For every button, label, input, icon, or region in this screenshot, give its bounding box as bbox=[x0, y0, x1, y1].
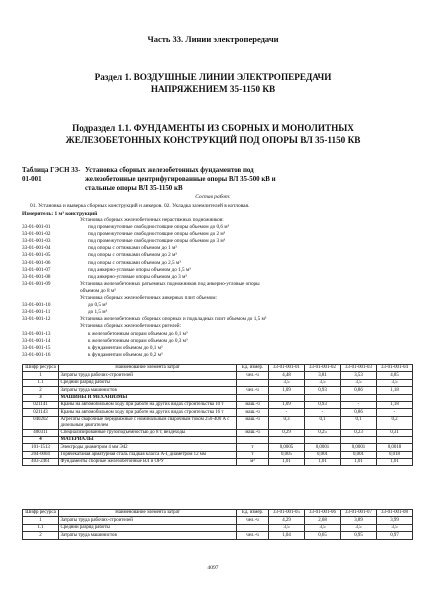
cell-value: - bbox=[305, 409, 341, 416]
code-description: Установка сборных железобетонных нерастяжных подножников: bbox=[80, 217, 224, 223]
cell-value: 0,2 bbox=[377, 416, 413, 429]
header-norm-code: 33-01-001-08 bbox=[377, 510, 413, 517]
cell-value: - bbox=[269, 409, 305, 416]
cell-value: 0,93 bbox=[305, 401, 341, 408]
cell-value: 0,1 bbox=[341, 416, 377, 429]
header-unit: Ед. измер. bbox=[237, 510, 269, 517]
table-row bbox=[23, 379, 413, 386]
cell-name: Горячекатаная арматурная сталь гладкая класса А-I, диаметром 12 мм bbox=[59, 451, 237, 458]
cell-unit: чел.-ч bbox=[237, 532, 269, 539]
header-norm-code: 33-01-001-07 bbox=[341, 510, 377, 517]
code-description: к железобетонным опорам объемом до 0,1 м³ bbox=[88, 330, 188, 337]
cell-value: 0,1 bbox=[305, 416, 341, 429]
subsection-heading bbox=[0, 122, 426, 146]
cell-value: 1,18 bbox=[377, 387, 413, 394]
code-list-item bbox=[22, 352, 412, 359]
table-row bbox=[23, 532, 413, 539]
cell-value: 3,5 bbox=[305, 379, 341, 386]
cell-value: 4,29 bbox=[269, 517, 305, 524]
section-heading bbox=[0, 71, 426, 95]
code-description: под анкерно-угловые опоры объемом до 1,5 м³ bbox=[88, 266, 191, 273]
cell-name: Специализированные грузоподъемностью до 8 т, вездеходы bbox=[59, 429, 237, 436]
header-shifr: Шифр ресурса bbox=[23, 365, 59, 372]
table-title-line-2: железобетонные центрифугированные опоры ВЛ 35-500 кВ и bbox=[85, 175, 276, 183]
code-description: под промежуточные свободностоящие опоры объемом до 2 м³ bbox=[88, 231, 226, 238]
code-number: 33-01-001-03 bbox=[22, 238, 51, 245]
cell-value: 0,001 bbox=[305, 451, 341, 458]
table-row bbox=[23, 517, 413, 524]
resource-table-2 bbox=[22, 509, 413, 540]
resource-table-1 bbox=[22, 364, 413, 466]
cell-shifr: 1.1 bbox=[23, 379, 59, 386]
table-row bbox=[23, 394, 413, 401]
cell-value: 1,09 bbox=[269, 401, 305, 408]
cell-value: 3,5 bbox=[377, 524, 413, 531]
cell-value: 0,0001 bbox=[305, 444, 341, 451]
code-description: к фундаментам объемом до 0,1 м³ bbox=[88, 344, 163, 351]
table-row bbox=[23, 387, 413, 394]
cell-value: 0,3 bbox=[269, 416, 305, 429]
cell-value: 0,31 bbox=[377, 429, 413, 436]
cell-name: Средний разряд работы bbox=[59, 379, 237, 386]
table-row bbox=[23, 409, 413, 416]
table-row bbox=[23, 524, 413, 531]
table-row bbox=[23, 459, 413, 466]
table-title-text bbox=[85, 167, 412, 193]
code-list bbox=[22, 217, 412, 359]
code-number: 33-01-001-14 bbox=[22, 337, 51, 344]
cell-value: 1,04 bbox=[269, 532, 305, 539]
cell-value bbox=[377, 436, 413, 443]
code-list-item bbox=[22, 245, 412, 252]
code-description: до 0,5 м³ bbox=[88, 302, 108, 309]
cell-value: 3,5 bbox=[377, 379, 413, 386]
cell-unit: чел.-ч bbox=[237, 517, 269, 524]
code-description: объемом до 8 м³ bbox=[80, 287, 116, 294]
cell-shifr: 204-0004 bbox=[23, 451, 59, 458]
part-heading: Часть 33. Линии электропередачи bbox=[147, 34, 279, 44]
table-row bbox=[23, 436, 413, 443]
code-description: под анкерно-угловые опоры объемом до 3 м³ bbox=[88, 273, 187, 280]
cell-shifr: 400311 bbox=[23, 429, 59, 436]
cell-value: 1,09 bbox=[269, 387, 305, 394]
cell-value: 1,18 bbox=[377, 401, 413, 408]
cell-value: 0,86 bbox=[341, 387, 377, 394]
header-norm-code: 33-01-001-02 bbox=[305, 365, 341, 372]
code-number: 33-01-001-10 bbox=[22, 302, 51, 309]
cell-value: 3,99 bbox=[377, 517, 413, 524]
cell-shifr: 1.1 bbox=[23, 524, 59, 531]
code-list-item bbox=[22, 252, 412, 259]
cell-value: 0,93 bbox=[305, 387, 341, 394]
code-description: Установка железобетонных сборных опорных и подкладных плит объемом до 1,5 м³ bbox=[80, 316, 267, 323]
cell-unit: маш.-ч bbox=[237, 416, 269, 429]
table-row bbox=[23, 416, 413, 429]
code-list-item bbox=[22, 295, 412, 302]
cell-name: МАТЕРИАЛЫ bbox=[59, 436, 237, 443]
cell-value: 0,005 bbox=[269, 451, 305, 458]
code-number: 33-01-001-06 bbox=[22, 259, 51, 266]
cell-unit: т bbox=[237, 451, 269, 458]
cell-value: 3,5 bbox=[269, 379, 305, 386]
cell-value: 0,0018 bbox=[377, 444, 413, 451]
section-heading-line-1: Раздел 1. ВОЗДУШНЫЕ ЛИНИИ ЭЛЕКТРОПЕРЕДАЧИ bbox=[94, 72, 332, 82]
cell-unit: м³ bbox=[237, 459, 269, 466]
cell-shifr: 021143 bbox=[23, 409, 59, 416]
cell-unit: маш.-ч bbox=[237, 409, 269, 416]
code-number: 33-01-001-02 bbox=[22, 231, 51, 238]
cell-name: Электроды диаметром 4 мм Э42 bbox=[59, 444, 237, 451]
cell-value: 3,5 bbox=[341, 379, 377, 386]
side-watermark bbox=[4, 510, 14, 600]
cell-value: 0,97 bbox=[377, 532, 413, 539]
cell-name: Фундаменты сборные железобетонные ВЛ и ОРУ bbox=[59, 459, 237, 466]
code-number: 33-01-001-11 bbox=[22, 309, 51, 316]
code-list-item bbox=[22, 238, 412, 245]
code-description: под опоры с оттяжками объемом до 2 м³ bbox=[88, 252, 177, 259]
subsection-heading-line-1: Подраздел 1.1. ФУНДАМЕНТЫ ИЗ СБОРНЫХ И МОНОЛИТНЫХ bbox=[72, 123, 354, 133]
cell-name: Краны на автомобильном ходу при работе на других видах строительства 16 т bbox=[59, 409, 237, 416]
cell-value: - bbox=[377, 409, 413, 416]
cell-name: Затраты труда машинистов bbox=[59, 387, 237, 394]
code-description: к фундаментам объемом до 0,2 м³ bbox=[88, 351, 163, 358]
cell-value: 3,5 bbox=[305, 524, 341, 531]
cell-value: 3,81 bbox=[305, 372, 341, 379]
header-norm-code: 33-01-001-03 bbox=[341, 365, 377, 372]
table-row bbox=[23, 444, 413, 451]
code-list-item bbox=[22, 323, 412, 330]
cell-unit bbox=[237, 379, 269, 386]
code-description: под опоры с оттяжками объемом до 2,5 м³ bbox=[88, 259, 181, 266]
code-number: 33-01-001-12 bbox=[22, 316, 51, 323]
subsection-heading-line-2: ЖЕЛЕЗОБЕТОННЫХ КОНСТРУКЦИЙ ПОД ОПОРЫ ВЛ 35-1150 КВ bbox=[65, 135, 361, 145]
header-unit: Ед. измер. bbox=[237, 365, 269, 372]
cell-unit: маш.-ч bbox=[237, 429, 269, 436]
page-number: 4097 bbox=[207, 565, 219, 571]
cell-value: 0,0005 bbox=[269, 444, 305, 451]
cell-unit bbox=[237, 436, 269, 443]
code-number: 33-01-001-15 bbox=[22, 344, 51, 351]
cell-value: 1,01 bbox=[377, 459, 413, 466]
cell-value: 3,89 bbox=[341, 517, 377, 524]
code-number: 33-01-001-01 bbox=[22, 224, 51, 231]
work-composition-text: 01. Установка и выверка сборных конструкций и анкеров. 02. Укладка заземлителей в котловая. bbox=[30, 203, 250, 209]
code-list-item bbox=[22, 281, 412, 288]
code-list-item bbox=[22, 331, 412, 338]
cell-unit bbox=[237, 524, 269, 531]
cell-unit: чел.-ч bbox=[237, 387, 269, 394]
header-norm-code: 33-01-001-05 bbox=[269, 510, 305, 517]
table-header-row bbox=[23, 510, 413, 517]
header-name: Наименование элемента затрат bbox=[59, 510, 237, 517]
cell-name: Затраты труда машинистов bbox=[59, 532, 237, 539]
table-header-row bbox=[23, 365, 413, 372]
header-norm-code: 33-01-001-04 bbox=[377, 365, 413, 372]
cell-value: 1,01 bbox=[269, 459, 305, 466]
code-description: Установка сборных железобетонных анкерных плит объемом: bbox=[80, 295, 217, 302]
header-name: Наименование элемента затрат bbox=[59, 365, 237, 372]
cell-value: 2,68 bbox=[305, 517, 341, 524]
cell-name: Агрегаты сварочные передвижные с номинальным сварочным током 250-400 А с дизельным двигателем bbox=[59, 416, 237, 429]
cell-value: 0,018 bbox=[377, 451, 413, 458]
header-shifr: Шифр ресурса bbox=[23, 510, 59, 517]
cell-shifr: 4 bbox=[23, 436, 59, 443]
cell-shifr: 1 bbox=[23, 517, 59, 524]
table-row bbox=[23, 372, 413, 379]
table-title bbox=[22, 167, 412, 193]
code-description: под опоры с оттяжками объемом до 1 м³ bbox=[88, 245, 177, 252]
table-row bbox=[23, 451, 413, 458]
cell-value: 1,01 bbox=[305, 459, 341, 466]
section-heading-line-2: НАПРЯЖЕНИЕМ 35-1150 КВ bbox=[150, 84, 276, 94]
cell-value bbox=[269, 394, 305, 401]
cell-value: 0,0001 bbox=[341, 444, 377, 451]
cell-value: 0,65 bbox=[305, 532, 341, 539]
cell-name: Затраты труда рабочих-строителей bbox=[59, 372, 237, 379]
header-norm-code: 33-01-001-06 bbox=[305, 510, 341, 517]
cell-shifr: 403-2461 bbox=[23, 459, 59, 466]
code-list-item bbox=[22, 338, 412, 345]
code-number: 33-01-001-08 bbox=[22, 273, 51, 280]
code-number: 33-01-001-16 bbox=[22, 351, 51, 358]
code-list-item bbox=[22, 345, 412, 352]
code-number: 33-01-001-04 bbox=[22, 245, 51, 252]
cell-unit bbox=[237, 394, 269, 401]
table-number: Таблица ГЭСН 33-01-001 bbox=[22, 167, 81, 183]
cell-value bbox=[305, 436, 341, 443]
cell-shifr: 021141 bbox=[23, 401, 59, 408]
cell-value: 3,53 bbox=[341, 372, 377, 379]
cell-shifr: 2 bbox=[23, 532, 59, 539]
cell-shifr: 040202 bbox=[23, 416, 59, 429]
cell-value: 0,29 bbox=[269, 429, 305, 436]
code-description: до 1,5 м³ bbox=[88, 309, 108, 316]
measure-unit: Измеритель: 1 м³ конструкций bbox=[22, 211, 98, 217]
cell-name: Затраты труда рабочих-строителей bbox=[59, 517, 237, 524]
code-number: 33-01-001-07 bbox=[22, 266, 51, 273]
code-list-item bbox=[22, 260, 412, 267]
code-description: под промежуточные свободностоящие опоры объемом до 3 м³ bbox=[88, 238, 226, 245]
cell-value bbox=[341, 394, 377, 401]
cell-value: 0,25 bbox=[305, 429, 341, 436]
cell-value: 4,85 bbox=[377, 372, 413, 379]
cell-value: 1,01 bbox=[341, 459, 377, 466]
table-row bbox=[23, 429, 413, 436]
code-description: Установка сборных железобетонных ригелей: bbox=[80, 323, 182, 330]
work-composition-label: Состав работ: bbox=[195, 194, 231, 200]
cell-name: Краны на автомобильном ходу при работе на других видах строительства 10 т bbox=[59, 401, 237, 408]
code-description: под промежуточные свободностоящие опоры объемом до 0,6 м³ bbox=[88, 224, 230, 231]
table-title-line-3: стальные опоры ВЛ 35-1150 кВ bbox=[85, 184, 183, 192]
cell-value bbox=[377, 394, 413, 401]
cell-value: 0,95 bbox=[341, 532, 377, 539]
cell-unit: чел.-ч bbox=[237, 372, 269, 379]
code-description: Установка железобетонных ратьемных подножников под анкерно-угловые опоры bbox=[80, 280, 260, 287]
cell-unit: маш.-ч bbox=[237, 401, 269, 408]
code-number: 33-01-001-09 bbox=[22, 280, 51, 287]
header-norm-code: 33-01-001-01 bbox=[269, 365, 305, 372]
code-list-item bbox=[22, 267, 412, 274]
cell-shifr: 1 bbox=[23, 372, 59, 379]
cell-value bbox=[341, 436, 377, 443]
cell-value: 4,48 bbox=[269, 372, 305, 379]
table-row bbox=[23, 401, 413, 408]
cell-shifr: 3 bbox=[23, 394, 59, 401]
cell-name: МАШИНЫ И МЕХАНИЗМЫ bbox=[59, 394, 237, 401]
code-number: 33-01-001-05 bbox=[22, 252, 51, 259]
cell-value: 0,23 bbox=[341, 429, 377, 436]
cell-value bbox=[305, 394, 341, 401]
cell-shifr: 101-1513 bbox=[23, 444, 59, 451]
cell-value bbox=[269, 436, 305, 443]
code-description: к железобетонным опорам объемом до 0,3 м³ bbox=[88, 337, 188, 344]
cell-unit: т bbox=[237, 444, 269, 451]
cell-value: 0,86 bbox=[341, 409, 377, 416]
cell-shifr: 2 bbox=[23, 387, 59, 394]
code-number: 33-01-001-13 bbox=[22, 330, 51, 337]
cell-value: 3,5 bbox=[269, 524, 305, 531]
code-list-item bbox=[22, 274, 412, 281]
code-list-item bbox=[22, 288, 412, 295]
code-list-item bbox=[22, 302, 412, 309]
cell-name: Средний разряд работы bbox=[59, 524, 237, 531]
table-title-line-1: Установка сборных железобетонных фундаментов под bbox=[85, 167, 254, 174]
cell-value: 3,5 bbox=[341, 524, 377, 531]
cell-value: 0,001 bbox=[341, 451, 377, 458]
cell-value: - bbox=[341, 401, 377, 408]
